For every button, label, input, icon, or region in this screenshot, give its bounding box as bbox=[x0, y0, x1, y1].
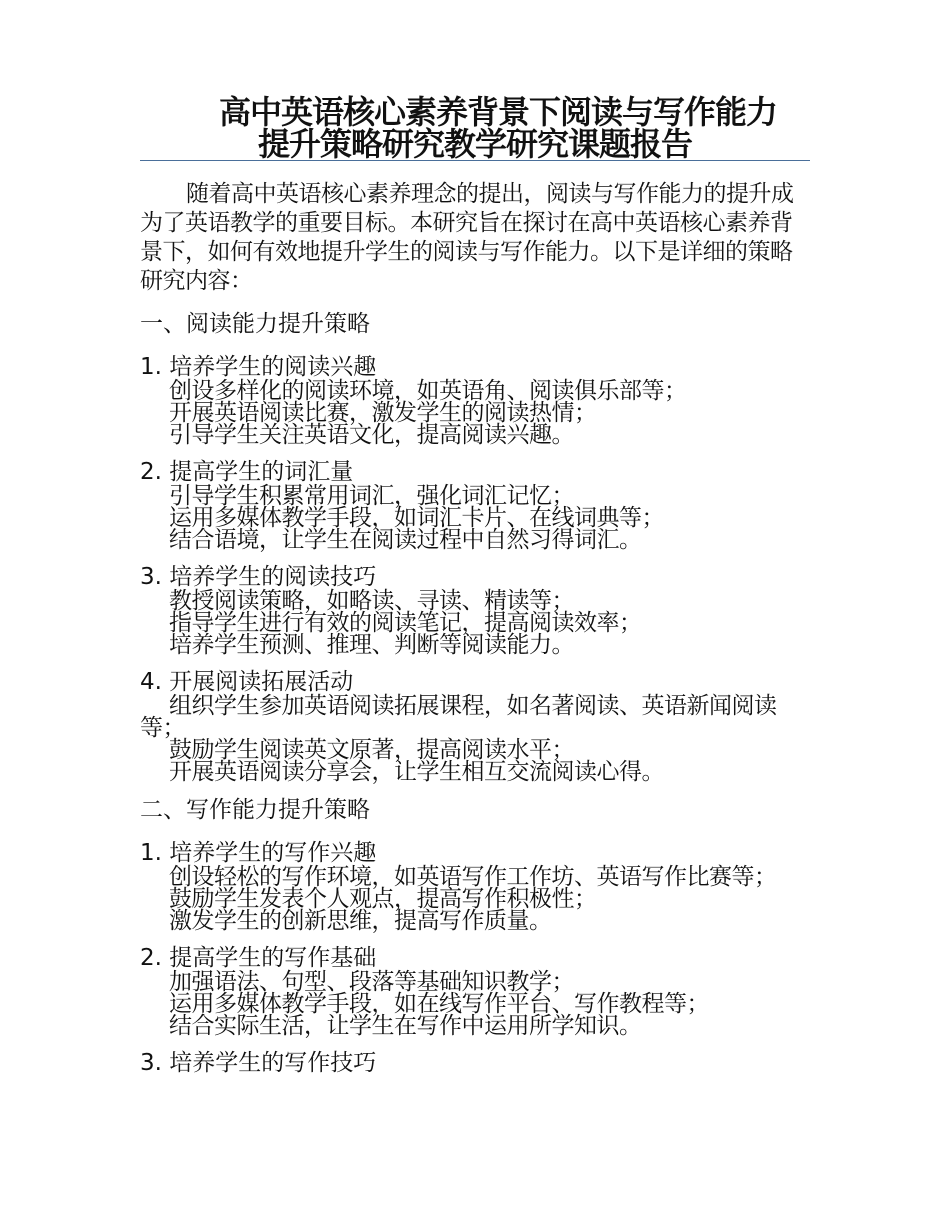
section-title: 二、写作能力提升策略 bbox=[140, 797, 370, 823]
item-line: 开展英语阅读比赛，激发学生的阅读热情； bbox=[169, 400, 597, 426]
item-title: 4. 开展阅读拓展活动 bbox=[140, 669, 354, 695]
item-line: 培养学生预测、推理、判断等阅读能力。 bbox=[169, 632, 574, 658]
list-item bbox=[140, 459, 810, 551]
section-title: 一、阅读能力提升策略 bbox=[140, 311, 370, 337]
section-writing bbox=[140, 796, 810, 1076]
list-item bbox=[140, 840, 810, 932]
item-line: 鼓励学生阅读英文原著，提高阅读水平； bbox=[169, 737, 574, 763]
page-title-line-2: 提升策略研究教学研究课题报告 bbox=[257, 125, 692, 163]
item-title: 2. 提高学生的词汇量 bbox=[140, 459, 354, 485]
list-item bbox=[140, 669, 810, 783]
page-title-line-1: 高中英语核心素养背景下阅读与写作能力 bbox=[218, 93, 777, 131]
item-line: 运用多媒体教学手段，如词汇卡片、在线词典等； bbox=[169, 505, 664, 531]
item-line: 组织学生参加英语阅读拓展课程，如名著阅读、英语新闻阅读等； bbox=[140, 693, 777, 741]
list-item bbox=[140, 1050, 810, 1076]
title-block bbox=[140, 93, 810, 163]
intro-paragraph: 随着高中英语核心素养理念的提出，阅读与写作能力的提升成为了英语教学的重要目标。本研究旨在探讨在高中英语核心素养背景下，如何有效地提升学生的阅读与写作能力。以下是详细的策略研究内容： bbox=[140, 181, 794, 294]
item-line: 引导学生关注英语文化，提高阅读兴趣。 bbox=[169, 422, 574, 448]
item-title: 1. 培养学生的阅读兴趣 bbox=[140, 354, 377, 380]
document-body bbox=[140, 180, 810, 1089]
item-title: 3. 培养学生的阅读技巧 bbox=[140, 564, 377, 590]
item-line: 创设轻松的写作环境，如英语写作工作坊、英语写作比赛等； bbox=[169, 864, 777, 890]
item-line: 运用多媒体教学手段，如在线写作平台、写作教程等； bbox=[169, 991, 709, 1017]
item-title: 1. 培养学生的写作兴趣 bbox=[140, 840, 377, 866]
item-title: 3. 培养学生的写作技巧 bbox=[140, 1050, 377, 1076]
item-line: 结合语境，让学生在阅读过程中自然习得词汇。 bbox=[169, 527, 642, 553]
item-line: 创设多样化的阅读环境，如英语角、阅读俱乐部等； bbox=[169, 378, 687, 404]
item-line: 鼓励学生发表个人观点，提高写作积极性； bbox=[169, 886, 597, 912]
list-item bbox=[140, 354, 810, 446]
item-line: 引导学生积累常用词汇，强化词汇记忆； bbox=[169, 483, 574, 509]
item-line: 加强语法、句型、段落等基础知识教学； bbox=[169, 969, 574, 995]
item-line: 开展英语阅读分享会，让学生相互交流阅读心得。 bbox=[169, 759, 664, 785]
item-line: 激发学生的创新思维，提高写作质量。 bbox=[169, 908, 552, 934]
section-reading bbox=[140, 310, 810, 783]
item-line: 指导学生进行有效的阅读笔记，提高阅读效率； bbox=[169, 610, 642, 636]
item-line: 教授阅读策略，如略读、寻读、精读等； bbox=[169, 588, 574, 614]
item-title: 2. 提高学生的写作基础 bbox=[140, 945, 377, 971]
item-line: 结合实际生活，让学生在写作中运用所学知识。 bbox=[169, 1013, 642, 1039]
list-item bbox=[140, 564, 810, 656]
list-item bbox=[140, 945, 810, 1037]
